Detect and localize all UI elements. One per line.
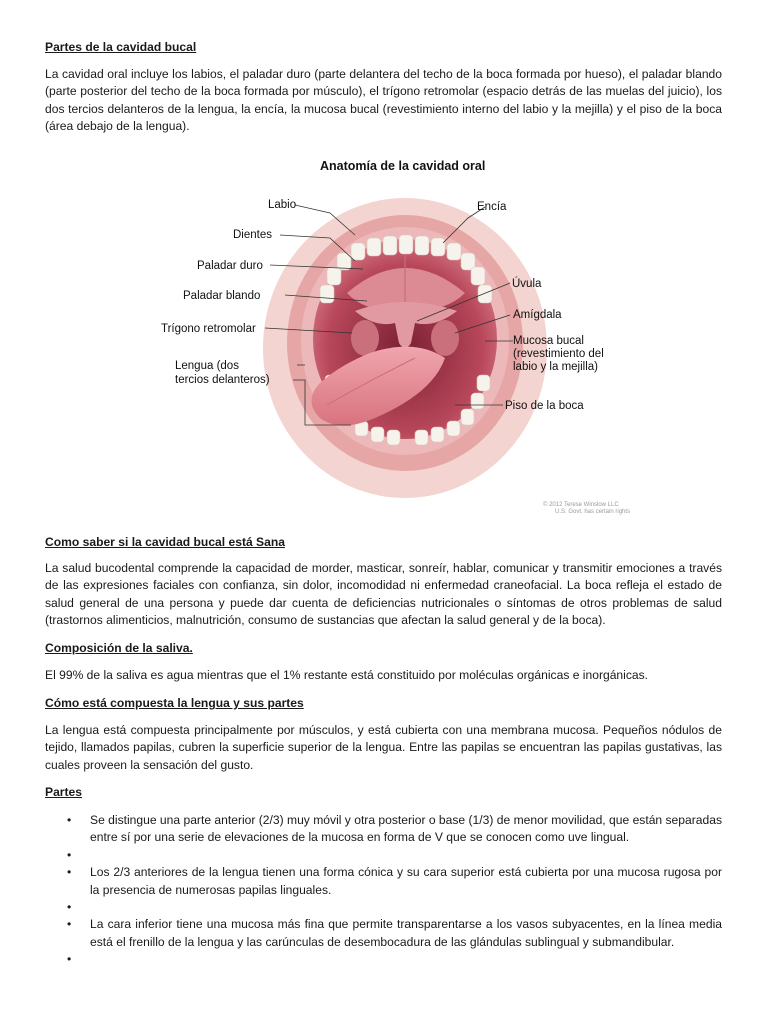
tonsil-left [351, 320, 379, 356]
bullet-icon: • [67, 900, 72, 915]
label-labio: Labio [268, 199, 297, 211]
label-mucosa-3: labio y la mejilla) [513, 361, 599, 373]
label-trigono: Trígono retromolar [161, 323, 256, 335]
bullet-list-partes [45, 812, 722, 969]
label-piso: Piso de la boca [505, 400, 584, 412]
label-lengua-2: tercios delanteros) [175, 374, 270, 386]
label-uvula: Úvula [512, 278, 542, 290]
label-mucosa-2: (revestimiento del [513, 348, 604, 360]
paragraph-lengua: La lengua está compuesta principalmente por músculos, y está cubierta con una membrana mucosa. Pequeños nódulos de tejido, llamados papilas, cubren la superficie superior de la lengua. Entre las papilas se encuentran las papilas gustativas, las cuales proveen la sensación del gusto. [45, 723, 722, 772]
bullet-icon: • [67, 865, 72, 880]
heading-partes: Partes [45, 785, 82, 799]
heading-partes-cavidad: Partes de la cavidad bucal [45, 40, 197, 54]
paragraph-salud-bucodental: La salud bucodental comprende la capacidad de morder, masticar, sonreír, hablar, comunicar y transmitir emociones a través de las expresiones faciales con confianza, sin dolor, incomodidad ni enfermedad craneofacial. La boca refleja el estado de salud general de una persona y puede dar cuenta de deficiencias nutricionales o síntomas de otros problemas de salud (trastornos alimenticios, malnutrición, consumo de sustancias que afectan la salud general y de la boca). [45, 561, 722, 628]
list-item: • Se distingue una parte anterior (2/3) muy móvil y otra posterior o base (1/3) de menor movilidad, que están separadas entre sí por una serie de elevaciones de la mucosa en forma de V que se conocen como uve lingual. [67, 813, 722, 845]
bullet-icon: • [67, 813, 72, 827]
mouth-anatomy-illustration [115, 143, 655, 523]
list-item: • Los 2/3 anteriores de la lengua tienen una forma cónica y su cara superior está cubierta por una mucosa rugosa por la presencia de numerosas papilas linguales. [67, 865, 722, 897]
list-item: • La cara inferior tiene una mucosa más fina que permite transparentarse a los vasos subyacentes, en la línea media está el frenillo de la lengua y las carúnculas de desembocadura de las glándulas sublingual y submandibular. [67, 917, 722, 949]
figure-copyright-2: U.S. Govt. has certain rights [555, 509, 631, 515]
heading-composicion-saliva: Composición de la saliva. [45, 641, 193, 655]
label-lengua-1: Lengua (dos [175, 360, 239, 372]
label-mucosa-1: Mucosa bucal [513, 335, 584, 347]
label-encia: Encía [477, 201, 507, 213]
figure-title: Anatomía de la cavidad oral [320, 159, 486, 173]
list-item [45, 951, 722, 968]
list-item [45, 847, 722, 864]
heading-lengua-partes: Cómo está compuesta la lengua y sus partes [45, 696, 304, 710]
heading-cavidad-sana: Como saber si la cavidad bucal está Sana [45, 535, 285, 549]
figure-anatomia-cavidad-oral [115, 143, 655, 523]
bullet-icon: • [67, 847, 72, 862]
bullet-icon: • [67, 952, 72, 967]
label-dientes: Dientes [233, 229, 272, 241]
bullet-icon: • [67, 917, 72, 932]
paragraph-saliva: El 99% de la saliva es agua mientras que el 1% restante está constituido por moléculas orgánicas e inorgánicas. [45, 668, 649, 682]
list-item [45, 899, 722, 916]
label-paladar-duro: Paladar duro [197, 260, 263, 272]
figure-copyright-1: © 2012 Terese Winslow LLC [543, 502, 619, 508]
tonsil-right [431, 320, 459, 356]
paragraph-cavidad-oral: La cavidad oral incluye los labios, el paladar duro (parte delantera del techo de la boca formada por hueso), el paladar blando (parte posterior del techo de la boca formada por músculo), el trígono retromolar (espacio detrás de las muelas del juicio), los dos tercios delanteros de la lengua, la encía, la mucosa bucal (revestimiento interno del labio y la mejilla) y el piso de la boca (área debajo de la lengua). [45, 67, 722, 134]
label-amigdala: Amígdala [513, 309, 562, 321]
label-paladar-blando: Paladar blando [183, 290, 261, 302]
